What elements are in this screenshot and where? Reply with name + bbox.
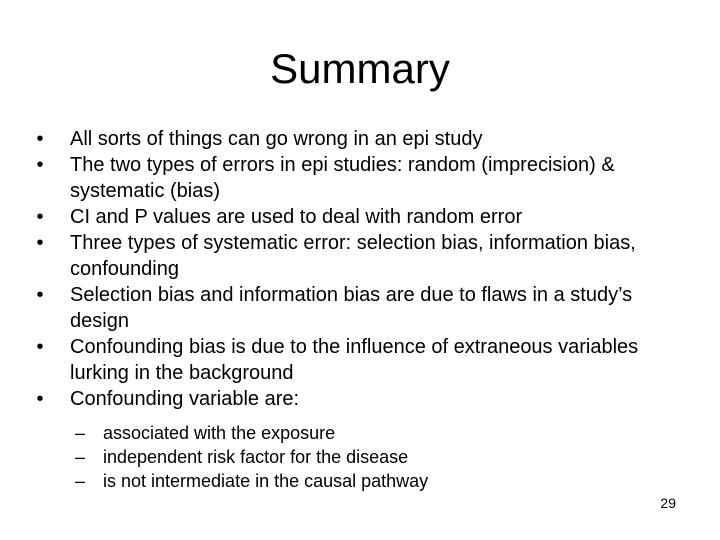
bullet-marker: •	[36, 128, 44, 150]
bullet-item	[30, 204, 680, 230]
bullet-text: Confounding bias is due to the influence of extraneous variables lurking in the background	[70, 336, 639, 384]
bullet-text: Three types of systematic error: selection bias, information bias, confounding	[70, 232, 636, 280]
sub-bullet-text: independent risk factor for the disease	[103, 447, 409, 467]
page-number: 29	[660, 495, 676, 511]
sub-bullet-marker: –	[75, 447, 86, 467]
sub-bullet-item	[75, 421, 635, 445]
sub-bullet-text: associated with the exposure	[103, 423, 336, 443]
sub-bullet-marker: –	[75, 423, 86, 443]
bullet-item	[30, 230, 680, 282]
bullet-item	[30, 126, 680, 152]
bullet-marker: •	[36, 388, 44, 410]
bullet-text: All sorts of things can go wrong in an epi study	[70, 128, 483, 150]
bullet-list	[30, 126, 680, 412]
bullet-marker: •	[36, 206, 44, 228]
bullet-marker: •	[36, 154, 44, 176]
bullet-item	[30, 386, 680, 412]
sub-bullet-marker: –	[75, 471, 86, 491]
bullet-text: The two types of errors in epi studies: random (imprecision) & systematic (bias)	[70, 154, 615, 202]
sub-bullet-item	[75, 445, 635, 469]
bullet-marker: •	[36, 284, 44, 306]
bullet-item	[30, 152, 680, 204]
bullet-text: Selection bias and information bias are due to flaws in a study’s design	[70, 284, 633, 332]
sub-bullet-list	[75, 421, 635, 493]
bullet-marker: •	[36, 336, 44, 358]
bullet-marker: •	[36, 232, 44, 254]
bullet-text: CI and P values are used to deal with random error	[70, 206, 523, 228]
bullet-item	[30, 282, 680, 334]
sub-bullet-item	[75, 469, 635, 493]
sub-bullet-text: is not intermediate in the causal pathway	[103, 471, 429, 491]
slide-title: Summary	[270, 45, 450, 92]
bullet-item	[30, 334, 680, 386]
bullet-text: Confounding variable are:	[70, 388, 300, 410]
